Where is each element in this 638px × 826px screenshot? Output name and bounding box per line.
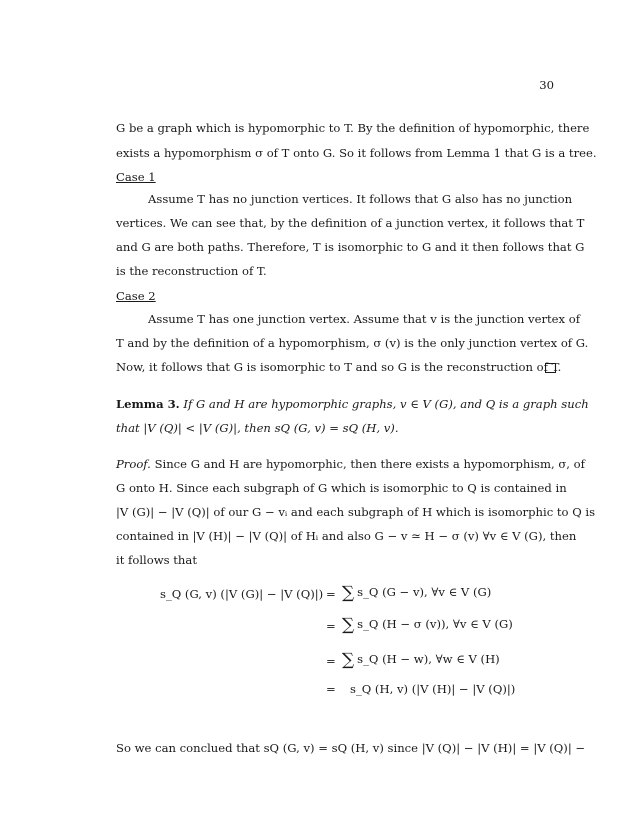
conclusion-line: So we can conclued that sQ (G, v) = sQ (H, v) since |V (Q)| − |V (H)| = |V (Q)| − xyxy=(116,741,586,755)
summation-icon: ∑ xyxy=(342,650,355,670)
summation-icon: ∑ xyxy=(342,583,355,603)
case-2-heading: Case 2 xyxy=(116,289,156,303)
equation-eq-sign: = xyxy=(326,587,336,601)
case-1-heading: Case 1 xyxy=(116,170,156,184)
equation-eq-sign: = xyxy=(326,654,336,668)
equation-eq-sign: = xyxy=(326,682,336,696)
text-line: contained in |V (H)| − |V (Q)| of Hᵢ and also G − v ≃ H − σ (v) ∀v ∈ V (G), then xyxy=(116,529,577,543)
text-line: T and by the definition of a hypomorphism, σ (v) is the only junction vertex of G. xyxy=(116,336,589,350)
text-line: |V (G)| − |V (Q)| of our G − vᵢ and each subgraph of H which is isomorphic to Q is xyxy=(116,505,596,519)
proof-label: Proof. xyxy=(116,457,151,471)
equation-rhs-3: ∑ s_Q (H − w), ∀w ∈ V (H) xyxy=(342,650,500,670)
page-number: 30 xyxy=(539,78,554,92)
lemma-text: that |V (Q)| < |V (G)|, then sQ (G, v) = sQ (H, v). xyxy=(116,421,399,435)
lemma-label: Lemma 3. xyxy=(116,397,180,411)
equation-rhs-2: ∑ s_Q (H − σ (v)), ∀v ∈ V (G) xyxy=(342,615,513,635)
text-line: G onto H. Since each subgraph of G which is isomorphic to Q is contained in xyxy=(116,481,567,495)
summation-icon: ∑ xyxy=(342,615,355,635)
text-line: it follows that xyxy=(116,553,197,567)
text-line: exists a hypomorphism σ of T onto G. So it follows from Lemma 1 that G is a tree. xyxy=(116,146,597,160)
equation-rhs-4: s_Q (H, v) (|V (H)| − |V (Q)|) xyxy=(350,682,516,696)
equation-eq-sign: = xyxy=(326,619,336,633)
equation-rhs-1: ∑ s_Q (G − v), ∀v ∈ V (G) xyxy=(342,583,492,603)
text-line: Now, it follows that G is isomorphic to T and so G is the reconstruction of T. xyxy=(116,360,562,374)
equation-lhs: s_Q (G, v) (|V (G)| − |V (Q)|) xyxy=(160,587,324,601)
text-line: Assume T has no junction vertices. It follows that G also has no junction xyxy=(148,192,573,206)
lemma-text: If G and H are hypomorphic graphs, v ∈ V (G), and Q is a graph such xyxy=(183,397,589,411)
proof-line xyxy=(116,457,585,471)
text-line: vertices. We can see that, by the definition of a junction vertex, it follows that T xyxy=(116,216,585,230)
qed-box-icon xyxy=(545,363,556,373)
text-line: and G are both paths. Therefore, T is isomorphic to G and it then follows that G xyxy=(116,240,585,254)
text-line: Assume T has one junction vertex. Assume that v is the junction vertex of xyxy=(148,312,581,326)
lemma-line xyxy=(116,421,556,435)
text-line: is the reconstruction of T. xyxy=(116,264,267,278)
text-line: G be a graph which is hypomorphic to T. By the definition of hypomorphic, there xyxy=(116,121,590,135)
proof-text: Since G and H are hypomorphic, then there exists a hypomorphism, σ, of xyxy=(154,457,585,471)
lemma-line xyxy=(116,397,589,411)
